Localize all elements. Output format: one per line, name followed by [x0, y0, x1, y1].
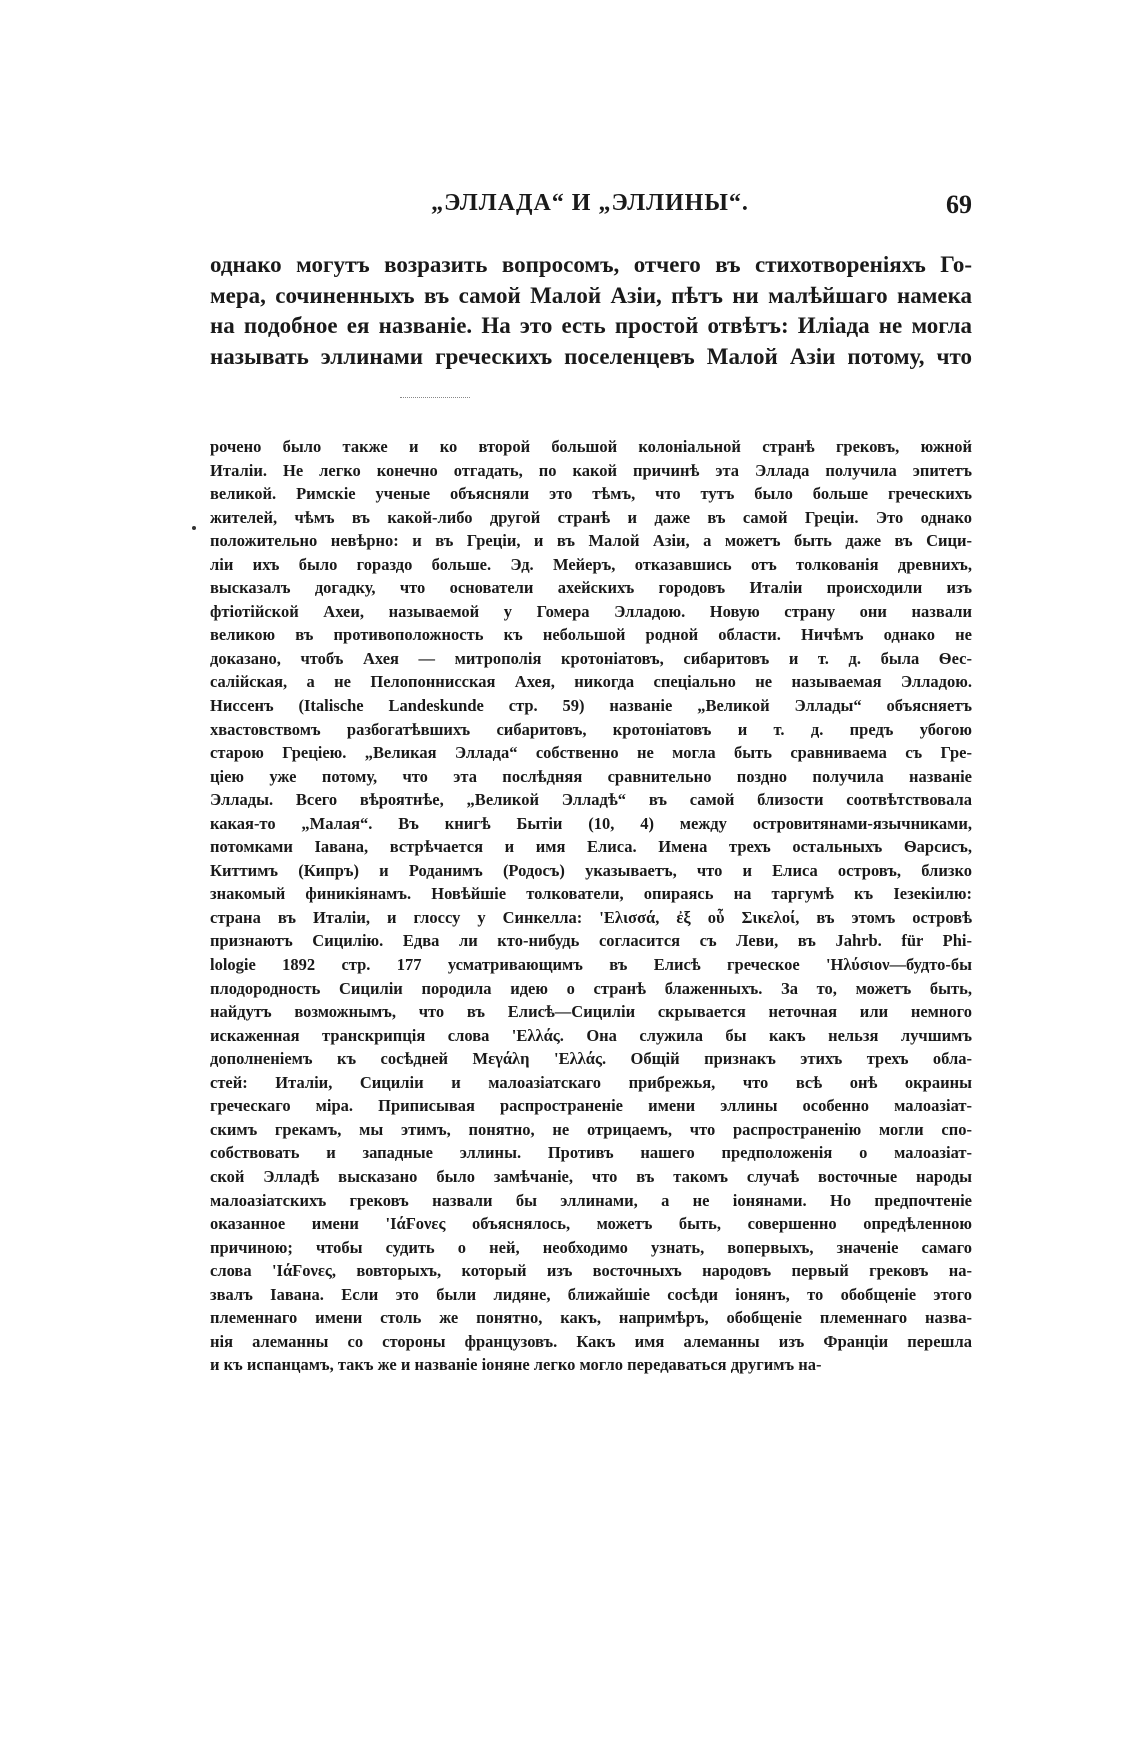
footnote-line: малоазiатскихъ грековъ назвали бы эллинами, а не iонянами. Но предпочтенiе: [210, 1190, 972, 1210]
footnote-line: ской Элладѣ высказано было замѣчанiе, что въ такомъ случаѣ восточные народы: [210, 1166, 972, 1186]
footnote-line: слова 'ΙάϜονες, вовторыхъ, который изъ восточныхъ народовъ первый грековъ на-: [210, 1261, 972, 1281]
main-text-line: однако могутъ возразить вопросомъ, отчего въ стихотворенiяхъ Го-: [210, 252, 972, 277]
footnote-line: страна въ Италiи, и глоссу у Синкелла: 'Ελισσά, ἐξ οὗ Σικελοί, въ этомъ островѣ: [210, 907, 972, 927]
footnote-line: признаютъ Сицилiю. Едва ли кто-нибудь согласится съ Леви, въ Jahrb. für Phi-: [210, 931, 972, 951]
footnote-line: и къ испанцамъ, такъ же и названiе iоняне легко могло передаваться другимъ на-: [210, 1355, 822, 1375]
print-speck: [192, 526, 196, 530]
footnote-line: доказано, чтобъ Ахея — митрополiя кротонiатовъ, сибаритовъ и т. д. была Ѳес-: [210, 648, 972, 668]
footnote-line: Италiи. Не легко конечно отгадать, по какой причинѣ эта Эллада получила эпитетъ: [210, 460, 972, 480]
main-text-line: мера, сочиненныхъ въ самой Малой Азiи, пѣтъ ни малѣйшаго намека: [210, 282, 972, 308]
footnote-block: [210, 435, 972, 1377]
footnote-line: нiя алеманны со стороны французовъ. Какъ имя алеманны изъ Францiи перешла: [210, 1331, 972, 1351]
footnote-line: оказанное имени 'ΙάϜονες объяснялось, можетъ быть, совершенно опредѣленною: [210, 1214, 972, 1234]
footnote-line: стей: Италiи, Сицилiи и малоазiатскаго прибрежья, что всѣ онѣ окраины: [210, 1072, 972, 1092]
page-number: 69: [946, 190, 972, 219]
footnote-line: рочено было также и ко второй большой колонiальной странѣ грековъ, южной: [210, 437, 972, 456]
footnote-line: знакомый финикiянамъ. Новѣйшiе толкователи, опираясь на таргумѣ къ Iезекiилю:: [210, 884, 972, 904]
footnote-line: искаженная транскрипцiя слова 'Ελλάς. Она служила бы какъ нельзя лучшимъ: [210, 1025, 972, 1045]
footnote-line: цiею уже потому, что эта послѣдняя сравнительно поздно получила названiе: [210, 766, 972, 786]
footnote-line: великой. Римскiе ученые объясняли это тѣмъ, что тутъ было больше греческихъ: [210, 484, 972, 504]
footnote-line: причиною; чтобы судить о ней, необходимо узнать, вопервыхъ, значенiе самаго: [210, 1237, 972, 1257]
footnote-line: найдутъ возможнымъ, что въ Елисѣ—Сицилiи скрывается неточная или немного: [210, 1002, 972, 1022]
footnote-line: собствовать и западные эллины. Противъ нашего предположенiя о малоазiат-: [210, 1143, 972, 1163]
footnote-line: старою Грецiею. „Великая Эллада“ собственно не могла быть сравниваема съ Гре-: [210, 743, 972, 763]
footnote-line: Киттимъ (Кипръ) и Роданимъ (Родосъ) указываетъ, что и Елиса островъ, близко: [210, 860, 972, 880]
footnote-line: положительно невѣрно: и въ Грецiи, и въ Малой Азiи, а можетъ быть даже въ Сици-: [210, 531, 972, 551]
footnote-line: lologie 1892 стр. 177 усматривающимъ въ Елисѣ греческое 'Ηλύσιον—будто-бы: [210, 955, 972, 975]
footnote-line: фтiотiйской Ахеи, называемой у Гомера Элладою. Новую страну они назвали: [210, 601, 972, 621]
footnote-line: скимъ грекамъ, мы этимъ, понятно, не отрицаемъ, что распространенiю могли спо-: [210, 1119, 972, 1139]
footnote-line: какая-то „Малая“. Въ книгѣ Бытiи (10, 4) между островитянами-язычниками,: [210, 813, 972, 833]
footnote-line: высказалъ догадку, что основатели ахейскихъ городовъ Италiи происходили изъ: [210, 578, 972, 598]
main-text-block: [210, 250, 972, 372]
footnote-line: звалъ Iавана. Если это были лидяне, ближайшiе сосѣди iонянъ, то обобщенiе этого: [210, 1284, 972, 1304]
footnote-line: Эллады. Всего вѣроятнѣе, „Великой Элладѣ“ въ самой близости соотвѣтствовала: [210, 790, 972, 810]
footnote-line: великою въ противоположность къ небольшой родной области. Ничѣмъ однако не: [210, 625, 972, 645]
footnote-separator: [400, 397, 470, 399]
main-text-line: называть эллинами греческихъ поселенцевъ Малой Азiи потому, что: [210, 343, 972, 369]
footnote-line: жителей, чѣмъ въ какой-либо другой странѣ и даже въ самой Грецiи. Это однако: [210, 507, 972, 527]
footnote-line: салiйская, а не Пелопоннисская Ахея, никогда спецiально не называемая Элладою.: [210, 672, 972, 692]
footnote-line: лiи ихъ было гораздо больше. Эд. Мейеръ, отказавшись отъ толкованiя древнихъ,: [210, 554, 972, 574]
footnote-line: потомками Iавана, встрѣчается и имя Елиса. Имена трехъ остальныхъ Ѳарсисъ,: [210, 837, 972, 857]
footnote-line: Ниссенъ (Italische Landeskunde стр. 59) названiе „Великой Эллады“ объясняетъ: [210, 696, 972, 716]
footnote-line: хвастовствомъ разбогатѣвшихъ сибаритовъ, кротонiатовъ и т. д. предъ убогою: [210, 719, 972, 739]
footnote-line: дополненiемъ къ сосѣдней Μεγάλη 'Ελλάς. Общiй признакъ этихъ трехъ обла-: [210, 1049, 972, 1069]
footnote-line: плодородность Сицилiи породила идею о странѣ блаженныхъ. За то, можетъ быть,: [210, 978, 972, 998]
footnote-line: племеннаго имени столь же понятно, какъ, напримѣръ, обобщенiе племеннаго назва-: [210, 1308, 972, 1328]
footnote-line: греческаго мiра. Приписывая распространенiе имени эллины особенно малоазiат-: [210, 1096, 972, 1116]
running-title: „ЭЛЛАДА“ И „ЭЛЛИНЫ“.: [431, 190, 749, 216]
running-header: [208, 190, 972, 224]
main-text-line: на подобное ея названiе. На это есть простой отвѣтъ: Илiада не могла: [210, 313, 972, 338]
